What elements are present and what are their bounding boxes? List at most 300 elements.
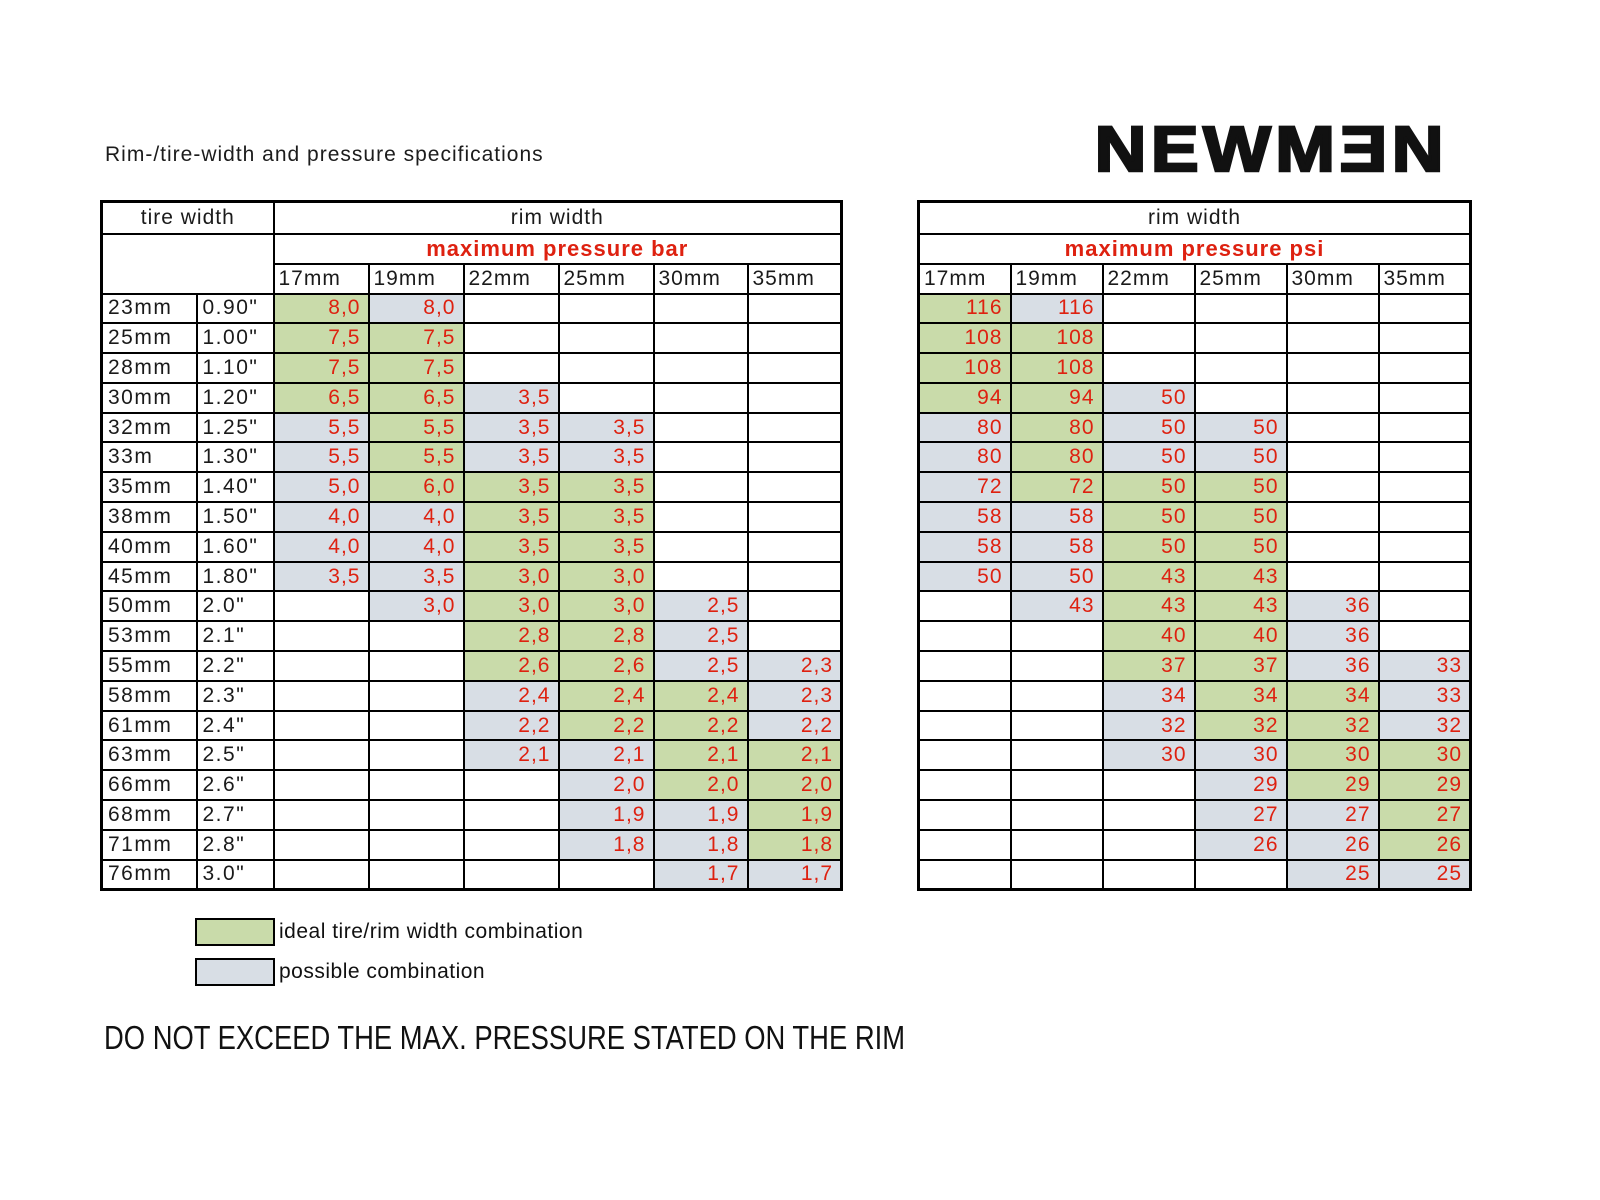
table-row (919, 532, 1471, 562)
pressure-cell: 3,5 (559, 442, 654, 472)
tire-width-inch-cell: 1.30" (197, 442, 274, 472)
pressure-cell (1287, 294, 1379, 324)
table-row (919, 740, 1471, 770)
tire-width-inch-cell: 2.4" (197, 711, 274, 741)
pressure-cell: 2,1 (654, 740, 748, 770)
pressure-cell: 108 (919, 353, 1011, 383)
pressure-cell: 108 (1011, 323, 1103, 353)
pressure-cell (654, 532, 748, 562)
pressure-cell: 80 (1011, 413, 1103, 443)
pressure-cell: 3,0 (559, 591, 654, 621)
pressure-cell: 5,0 (274, 472, 369, 502)
table-row (919, 651, 1471, 681)
pressure-cell (654, 323, 748, 353)
table-row (102, 681, 842, 711)
pressure-cell (369, 740, 464, 770)
tire-width-mm-cell: 58mm (102, 681, 197, 711)
pressure-cell: 3,5 (464, 502, 559, 532)
pressure-cell (748, 323, 842, 353)
pressure-cell: 4,0 (274, 502, 369, 532)
pressure-cell: 7,5 (369, 323, 464, 353)
pressure-cell (274, 651, 369, 681)
possible-legend-label: possible combination (279, 960, 486, 983)
table-row (102, 532, 842, 562)
pressure-cell (919, 800, 1011, 830)
table-row (919, 472, 1471, 502)
tire-width-mm-cell: 23mm (102, 294, 197, 324)
pressure-cell: 27 (1287, 800, 1379, 830)
tire-width-inch-cell: 1.80" (197, 562, 274, 592)
rim-col-header: 22mm (1103, 264, 1195, 294)
pressure-cell: 30 (1103, 740, 1195, 770)
table-row (102, 413, 842, 443)
pressure-cell (1287, 353, 1379, 383)
tire-width-mm-cell: 71mm (102, 830, 197, 860)
pressure-cell: 36 (1287, 591, 1379, 621)
rim-col-header: 17mm (274, 264, 369, 294)
tire-width-inch-cell: 1.20" (197, 383, 274, 413)
pressure-cell (654, 502, 748, 532)
pressure-cell: 1,9 (559, 800, 654, 830)
pressure-cell: 2,1 (559, 740, 654, 770)
pressure-cell: 1,8 (559, 830, 654, 860)
pressure-cell (654, 294, 748, 324)
pressure-cell: 6,5 (369, 383, 464, 413)
tire-width-inch-cell: 0.90" (197, 294, 274, 324)
pressure-cell (274, 591, 369, 621)
pressure-cell: 27 (1195, 800, 1287, 830)
table-row (919, 860, 1471, 890)
rim-width-header-psi: rim width (919, 202, 1471, 234)
pressure-cell (919, 651, 1011, 681)
pressure-cell (1287, 532, 1379, 562)
pressure-cell: 7,5 (369, 353, 464, 383)
pressure-cell: 32 (1287, 711, 1379, 741)
pressure-cell: 40 (1103, 621, 1195, 651)
pressure-cell: 2,5 (654, 591, 748, 621)
pressure-cell (919, 591, 1011, 621)
pressure-cell (369, 800, 464, 830)
rim-col-header: 17mm (919, 264, 1011, 294)
pressure-table-psi (917, 200, 1472, 891)
pressure-cell: 2,1 (748, 740, 842, 770)
table-row (919, 353, 1471, 383)
pressure-cell (274, 681, 369, 711)
pressure-cell: 37 (1103, 651, 1195, 681)
max-pressure-bar-header: maximum pressure bar (274, 234, 842, 264)
pressure-cell: 2,5 (654, 621, 748, 651)
pressure-cell: 80 (919, 413, 1011, 443)
pressure-cell: 27 (1379, 800, 1471, 830)
pressure-cell: 108 (919, 323, 1011, 353)
bar-table-body (102, 294, 842, 890)
pressure-cell (369, 711, 464, 741)
pressure-cell: 7,5 (274, 323, 369, 353)
pressure-cell: 2,2 (559, 711, 654, 741)
tire-width-inch-cell: 2.5" (197, 740, 274, 770)
pressure-cell: 40 (1195, 621, 1287, 651)
pressure-cell (369, 770, 464, 800)
pressure-cell (1287, 502, 1379, 532)
pressure-cell: 50 (1195, 413, 1287, 443)
pressure-cell: 26 (1287, 830, 1379, 860)
pressure-cell: 8,0 (369, 294, 464, 324)
pressure-cell (464, 353, 559, 383)
pressure-cell: 6,0 (369, 472, 464, 502)
pressure-cell (1103, 323, 1195, 353)
pressure-cell: 2,1 (464, 740, 559, 770)
pressure-cell (654, 562, 748, 592)
pressure-cell: 50 (919, 562, 1011, 592)
pressure-cell: 2,6 (559, 651, 654, 681)
pressure-cell: 80 (1011, 442, 1103, 472)
tire-width-inch-cell: 1.10" (197, 353, 274, 383)
pressure-cell (559, 323, 654, 353)
ideal-legend-label: ideal tire/rim width combination (279, 920, 584, 943)
pressure-cell (369, 830, 464, 860)
max-pressure-warning: DO NOT EXCEED THE MAX. PRESSURE STATED ON THE RIM (104, 1019, 906, 1056)
pressure-cell (1379, 383, 1471, 413)
table-row (102, 830, 842, 860)
pressure-cell: 43 (1195, 562, 1287, 592)
tire-width-mm-cell: 61mm (102, 711, 197, 741)
tire-width-mm-cell: 55mm (102, 651, 197, 681)
pressure-cell: 5,5 (369, 442, 464, 472)
pressure-cell: 2,8 (464, 621, 559, 651)
table-row (102, 383, 842, 413)
pressure-cell: 1,8 (748, 830, 842, 860)
pressure-cell: 2,4 (654, 681, 748, 711)
pressure-cell: 50 (1011, 562, 1103, 592)
table-row (919, 294, 1471, 324)
rim-col-header: 25mm (1195, 264, 1287, 294)
tire-width-mm-cell: 30mm (102, 383, 197, 413)
table-row (102, 740, 842, 770)
table-row (102, 353, 842, 383)
pressure-cell (464, 294, 559, 324)
pressure-cell: 50 (1103, 502, 1195, 532)
pressure-cell (1011, 800, 1103, 830)
pressure-cell (1379, 413, 1471, 443)
table-row (102, 770, 842, 800)
pressure-cell: 72 (1011, 472, 1103, 502)
pressure-cell (919, 770, 1011, 800)
newmen-logo: NEWMƎN (1094, 113, 1448, 185)
rim-col-header: 35mm (1379, 264, 1471, 294)
pressure-cell (559, 294, 654, 324)
pressure-cell (654, 383, 748, 413)
pressure-cell: 2,0 (654, 770, 748, 800)
pressure-cell (748, 472, 842, 502)
pressure-cell: 58 (919, 532, 1011, 562)
pressure-cell: 3,0 (369, 591, 464, 621)
pressure-cell: 50 (1195, 472, 1287, 502)
pressure-cell: 58 (1011, 532, 1103, 562)
pressure-cell: 29 (1379, 770, 1471, 800)
tire-width-inch-cell: 2.6" (197, 770, 274, 800)
table-row (102, 651, 842, 681)
pressure-cell: 80 (919, 442, 1011, 472)
table-row (102, 621, 842, 651)
pressure-cell: 50 (1103, 442, 1195, 472)
table-row (102, 591, 842, 621)
pressure-cell: 34 (1287, 681, 1379, 711)
pressure-cell (369, 681, 464, 711)
pressure-cell: 94 (1011, 383, 1103, 413)
pressure-cell (559, 860, 654, 890)
pressure-cell (274, 800, 369, 830)
pressure-cell (654, 442, 748, 472)
pressure-cell (919, 860, 1011, 890)
pressure-cell: 5,5 (369, 413, 464, 443)
pressure-cell: 8,0 (274, 294, 369, 324)
pressure-cell (1287, 383, 1379, 413)
table-row (102, 442, 842, 472)
pressure-cell (1379, 472, 1471, 502)
pressure-cell: 34 (1103, 681, 1195, 711)
pressure-cell (274, 711, 369, 741)
pressure-cell: 4,0 (369, 502, 464, 532)
pressure-cell (369, 860, 464, 890)
pressure-cell (559, 383, 654, 413)
pressure-cell (1011, 681, 1103, 711)
tire-width-mm-cell: 50mm (102, 591, 197, 621)
pressure-cell: 25 (1379, 860, 1471, 890)
pressure-cell (274, 860, 369, 890)
pressure-cell (654, 353, 748, 383)
table-row (919, 770, 1471, 800)
tire-width-inch-cell: 1.60" (197, 532, 274, 562)
pressure-cell: 43 (1195, 591, 1287, 621)
pressure-cell (919, 711, 1011, 741)
pressure-cell (748, 591, 842, 621)
pressure-cell (654, 472, 748, 502)
pressure-cell: 2,2 (748, 711, 842, 741)
pressure-cell: 50 (1103, 413, 1195, 443)
table-row (919, 800, 1471, 830)
table-row (102, 294, 842, 324)
pressure-cell: 30 (1287, 740, 1379, 770)
tire-width-mm-cell: 63mm (102, 740, 197, 770)
pressure-cell: 4,0 (274, 532, 369, 562)
pressure-cell: 3,5 (274, 562, 369, 592)
pressure-cell (919, 740, 1011, 770)
pressure-cell: 1,7 (654, 860, 748, 890)
table-row (102, 502, 842, 532)
tire-width-inch-cell: 1.40" (197, 472, 274, 502)
pressure-cell (1379, 562, 1471, 592)
pressure-cell: 4,0 (369, 532, 464, 562)
tire-width-inch-cell: 2.3" (197, 681, 274, 711)
tire-width-inch-cell: 1.50" (197, 502, 274, 532)
tire-width-mm-cell: 40mm (102, 532, 197, 562)
pressure-cell: 50 (1195, 532, 1287, 562)
rim-col-header: 25mm (559, 264, 654, 294)
pressure-cell (1379, 621, 1471, 651)
pressure-cell (464, 770, 559, 800)
tire-width-mm-cell: 76mm (102, 860, 197, 890)
pressure-cell: 32 (1195, 711, 1287, 741)
pressure-cell (464, 830, 559, 860)
pressure-cell (748, 621, 842, 651)
pressure-cell (1379, 591, 1471, 621)
pressure-cell: 32 (1379, 711, 1471, 741)
pressure-cell (1287, 413, 1379, 443)
pressure-cell: 3,5 (464, 442, 559, 472)
pressure-cell (748, 353, 842, 383)
pressure-cell (748, 502, 842, 532)
legend-row-possible (195, 958, 583, 986)
pressure-cell: 29 (1287, 770, 1379, 800)
pressure-cell: 7,5 (274, 353, 369, 383)
pressure-cell (748, 294, 842, 324)
pressure-cell: 58 (1011, 502, 1103, 532)
pressure-cell: 50 (1195, 442, 1287, 472)
pressure-cell (274, 740, 369, 770)
table-row (919, 413, 1471, 443)
pressure-cell: 43 (1103, 562, 1195, 592)
pressure-cell: 29 (1195, 770, 1287, 800)
pressure-cell: 34 (1195, 681, 1287, 711)
pressure-cell (1379, 532, 1471, 562)
tire-width-inch-cell: 2.0" (197, 591, 274, 621)
pressure-cell: 5,5 (274, 442, 369, 472)
pressure-cell (748, 442, 842, 472)
tire-width-mm-cell: 28mm (102, 353, 197, 383)
pressure-cell: 36 (1287, 651, 1379, 681)
max-pressure-psi-header: maximum pressure psi (919, 234, 1471, 264)
pressure-cell (1195, 860, 1287, 890)
tire-width-inch-cell: 1.25" (197, 413, 274, 443)
pressure-cell: 3,5 (369, 562, 464, 592)
pressure-cell: 3,5 (464, 413, 559, 443)
tire-width-inch-cell: 3.0" (197, 860, 274, 890)
pressure-cell: 116 (919, 294, 1011, 324)
pressure-cell: 26 (1195, 830, 1287, 860)
pressure-cell: 2,8 (559, 621, 654, 651)
pressure-cell: 26 (1379, 830, 1471, 860)
pressure-cell (748, 562, 842, 592)
pressure-cell: 3,5 (464, 472, 559, 502)
tire-width-mm-cell: 35mm (102, 472, 197, 502)
pressure-cell: 50 (1103, 383, 1195, 413)
pressure-cell: 1,9 (748, 800, 842, 830)
possible-color-swatch (195, 958, 275, 986)
pressure-cell (464, 800, 559, 830)
pressure-cell (274, 621, 369, 651)
pressure-cell: 3,5 (559, 532, 654, 562)
pressure-cell (1287, 323, 1379, 353)
pressure-cell (1195, 353, 1287, 383)
pressure-cell: 43 (1011, 591, 1103, 621)
pressure-cell (1103, 770, 1195, 800)
table-row (919, 621, 1471, 651)
rim-col-header: 22mm (464, 264, 559, 294)
pressure-cell (1103, 294, 1195, 324)
pressure-cell: 3,0 (464, 591, 559, 621)
pressure-cell (274, 770, 369, 800)
pressure-cell: 2,3 (748, 681, 842, 711)
table-row (919, 323, 1471, 353)
pressure-cell (464, 860, 559, 890)
pressure-cell (1103, 830, 1195, 860)
pressure-cell (1195, 383, 1287, 413)
pressure-cell: 2,0 (559, 770, 654, 800)
pressure-cell: 30 (1379, 740, 1471, 770)
psi-table-body (919, 294, 1471, 890)
pressure-cell (1379, 502, 1471, 532)
page-title: Rim-/tire-width and pressure specifications (105, 143, 544, 166)
pressure-cell (748, 383, 842, 413)
pressure-cell (1103, 800, 1195, 830)
pressure-cell: 1,9 (654, 800, 748, 830)
pressure-cell (1011, 711, 1103, 741)
pressure-cell (559, 353, 654, 383)
pressure-cell (1011, 770, 1103, 800)
rim-col-header: 35mm (748, 264, 842, 294)
pressure-table-bar (100, 200, 843, 891)
pressure-cell: 2,5 (654, 651, 748, 681)
pressure-cell (1103, 860, 1195, 890)
tire-width-inch-cell: 2.8" (197, 830, 274, 860)
pressure-cell: 2,2 (464, 711, 559, 741)
tire-width-header: tire width (102, 202, 274, 234)
tire-width-mm-cell: 25mm (102, 323, 197, 353)
pressure-cell: 3,5 (464, 532, 559, 562)
pressure-cell (1379, 294, 1471, 324)
pressure-cell: 36 (1287, 621, 1379, 651)
pressure-cell: 30 (1195, 740, 1287, 770)
pressure-cell: 108 (1011, 353, 1103, 383)
table-row (102, 562, 842, 592)
pressure-cell: 50 (1195, 502, 1287, 532)
pressure-cell: 25 (1287, 860, 1379, 890)
pressure-cell: 58 (919, 502, 1011, 532)
pressure-cell: 2,0 (748, 770, 842, 800)
table-row (919, 562, 1471, 592)
pressure-cell: 2,6 (464, 651, 559, 681)
tire-width-mm-cell: 53mm (102, 621, 197, 651)
table-row (919, 442, 1471, 472)
pressure-cell: 43 (1103, 591, 1195, 621)
rim-col-header: 30mm (1287, 264, 1379, 294)
pressure-cell (1287, 562, 1379, 592)
pressure-cell: 50 (1103, 532, 1195, 562)
table-row (102, 472, 842, 502)
pressure-cell (1379, 323, 1471, 353)
tire-width-mm-cell: 68mm (102, 800, 197, 830)
pressure-cell (1195, 323, 1287, 353)
pressure-cell (748, 532, 842, 562)
pressure-cell: 72 (919, 472, 1011, 502)
tire-width-mm-cell: 32mm (102, 413, 197, 443)
pressure-cell (1287, 472, 1379, 502)
pressure-cell (748, 413, 842, 443)
table-row (919, 681, 1471, 711)
table-row (919, 711, 1471, 741)
blank-corner-cell (102, 234, 274, 294)
tire-width-mm-cell: 33m (102, 442, 197, 472)
tire-width-inch-cell: 1.00" (197, 323, 274, 353)
table-row (102, 800, 842, 830)
pressure-cell: 3,0 (559, 562, 654, 592)
pressure-cell (919, 621, 1011, 651)
rim-col-header: 19mm (1011, 264, 1103, 294)
pressure-cell: 6,5 (274, 383, 369, 413)
tire-width-mm-cell: 66mm (102, 770, 197, 800)
pressure-cell (1379, 353, 1471, 383)
rim-col-header: 19mm (369, 264, 464, 294)
